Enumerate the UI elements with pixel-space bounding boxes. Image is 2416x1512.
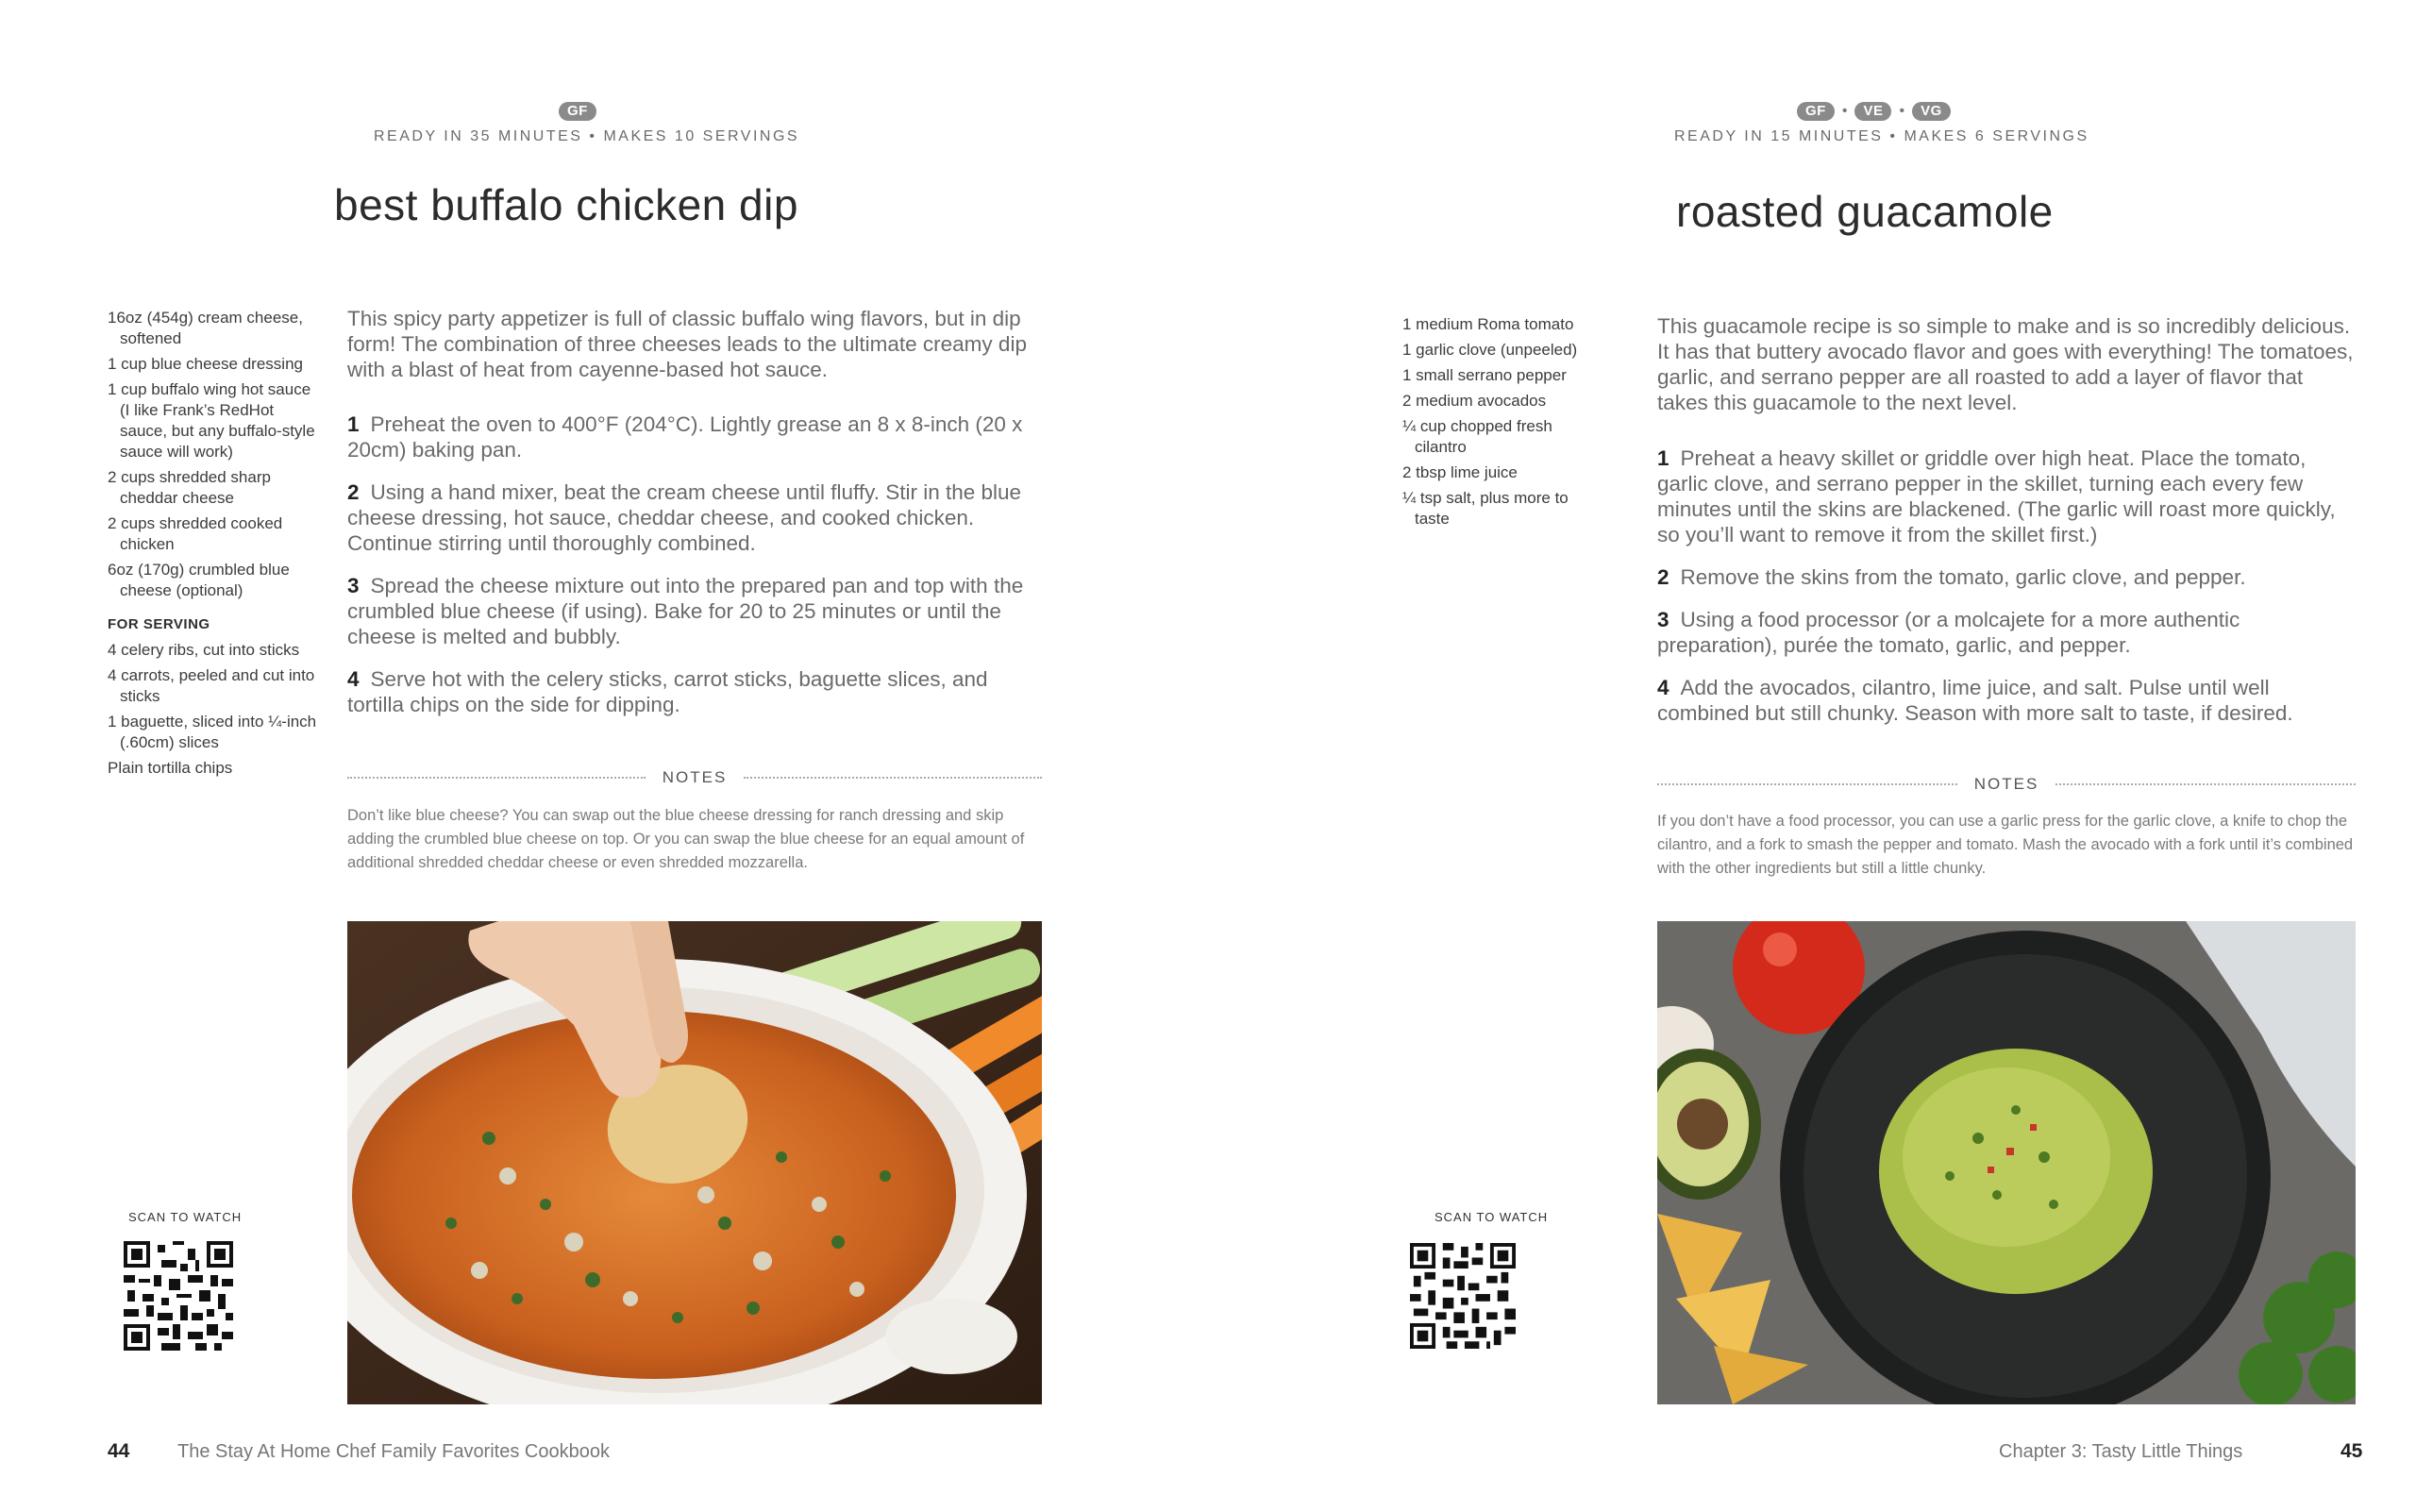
dotted-rule	[2055, 783, 2356, 785]
ingredient-item: 1 cup blue cheese dressing	[108, 355, 303, 373]
step-list	[347, 412, 1044, 734]
diet-badges	[559, 102, 596, 121]
step-list	[1657, 445, 2356, 743]
step-text: Remove the skins from the tomato, garlic clove, and pepper.	[1680, 565, 2246, 589]
step-text: Add the avocados, cilantro, lime juice, and salt. Pulse until well combined but still chunky. Season with more salt to taste, if desired.	[1657, 676, 2293, 725]
step-number: 1	[347, 412, 360, 436]
step-number: 3	[1657, 608, 1669, 631]
running-head: The Stay At Home Chef Family Favorites Cookbook	[177, 1441, 610, 1462]
ingredient-list	[1402, 314, 1601, 534]
step-text: Preheat the oven to 400°F (204°C). Lightly grease an 8 x 8-inch (20 x 20cm) baking pan.	[347, 412, 1023, 462]
recipe-title: roasted guacamole	[1676, 187, 2054, 236]
ingredient-item: 2 cups shredded cooked chicken	[108, 514, 283, 553]
step-number: 2	[1657, 565, 1669, 589]
right-page	[1208, 0, 2416, 1512]
ingredient-item: 2 tbsp lime juice	[1402, 463, 1518, 481]
step-item	[347, 479, 1044, 556]
notes-text: If you don’t have a food processor, you can use a garlic press for the garlic clove, a knife to chop the cilantro, and a fork to smash the pepper and tomato. Mash the avocado with a fork until it’s combined with the other ingredients but still a little chunky.	[1657, 813, 2354, 877]
ingredient-list	[108, 308, 325, 783]
dotted-rule	[1657, 783, 1957, 785]
ve-badge: VE	[1854, 102, 1891, 121]
ingredient-item: 1 medium Roma tomato	[1402, 315, 1574, 333]
ingredient-item: 1 cup buffalo wing hot sauce (I like Frank’s RedHot sauce, but any buffalo-style sauce will work)	[108, 380, 315, 461]
recipe-meta: READY IN 35 MINUTES • MAKES 10 SERVINGS	[374, 128, 800, 144]
notes-divider	[1657, 775, 2356, 794]
gf-badge: GF	[559, 102, 596, 121]
for-serving-heading: FOR SERVING	[108, 616, 210, 632]
step-item	[347, 666, 1044, 717]
notes-heading: NOTES	[662, 768, 728, 786]
ingredient-item: 2 medium avocados	[1402, 392, 1547, 410]
dotted-rule	[744, 777, 1042, 779]
guacamole-photo	[1657, 921, 2356, 1404]
ingredient-item: 1 small serrano pepper	[1402, 366, 1567, 384]
step-number: 1	[1657, 446, 1669, 470]
recipe-intro: This spicy party appetizer is full of classic buffalo wing flavors, but in dip form! The combination of three cheeses leads to the ultimate creamy dip with a blast of heat from cayenne-based hot sauce.	[347, 307, 1027, 381]
ingredient-item: 16oz (454g) cream cheese, softened	[108, 309, 303, 347]
diet-badges	[1797, 102, 1951, 121]
ingredient-item: ¼ tsp salt, plus more to taste	[1402, 489, 1569, 528]
dotted-rule	[347, 777, 646, 779]
step-number: 4	[347, 667, 360, 691]
step-item	[1657, 607, 2356, 658]
serving-item: 1 baguette, sliced into ¼-inch (.60cm) slices	[108, 713, 317, 751]
step-text: Using a hand mixer, beat the cream cheese until fluffy. Stir in the blue cheese dressing, hot sauce, cheddar cheese, and cooked chicken. Continue stirring until thoroughly combined.	[347, 480, 1022, 555]
step-item	[1657, 675, 2356, 726]
recipe-title: best buffalo chicken dip	[334, 180, 798, 229]
buffalo-dip-photo	[347, 921, 1042, 1404]
gf-badge: GF	[1797, 102, 1835, 121]
step-text: Serve hot with the celery sticks, carrot sticks, baguette slices, and tortilla chips on the side for dipping.	[347, 667, 988, 716]
separator-dot: •	[1841, 103, 1848, 119]
notes-divider	[347, 768, 1042, 787]
notes-text: Don’t like blue cheese? You can swap out the blue cheese dressing for ranch dressing and skip adding the crumbled blue cheese on top. Or you can swap the blue cheese for an equal amount of additional shredded cheddar cheese or even shredded mozzarella.	[347, 807, 1025, 871]
running-head: Chapter 3: Tasty Little Things	[1999, 1441, 2243, 1462]
ingredient-item: ¼ cup chopped fresh cilantro	[1402, 417, 1552, 456]
step-text: Spread the cheese mixture out into the prepared pan and top with the crumbled blue cheese (if using). Bake for 20 to 25 minutes or until the cheese is melted and bubbly.	[347, 574, 1024, 648]
step-item	[1657, 445, 2356, 547]
step-item	[347, 412, 1044, 462]
notes-heading: NOTES	[1973, 775, 2039, 793]
step-item	[347, 573, 1044, 649]
step-number: 2	[347, 480, 360, 504]
scan-to-watch-label: SCAN TO WATCH	[1434, 1210, 1549, 1224]
step-text: Preheat a heavy skillet or griddle over high heat. Place the tomato, garlic clove, and serrano pepper in the skillet, turning each every few minutes until the skins are blackened. (The garlic will roast more quickly, so you’ll want to remove it from the skillet first.)	[1657, 446, 2336, 546]
serving-item: 4 carrots, peeled and cut into sticks	[108, 666, 315, 705]
recipe-meta: READY IN 15 MINUTES • MAKES 6 SERVINGS	[1674, 128, 2089, 144]
step-text: Using a food processor (or a molcajete for a more authentic preparation), purée the tomato, garlic, and pepper.	[1657, 608, 2240, 657]
step-item	[1657, 564, 2356, 590]
step-number: 4	[1657, 676, 1669, 699]
recipe-intro: This guacamole recipe is so simple to make and is so incredibly delicious. It has that buttery avocado flavor and goes with everything! The tomatoes, garlic, and serrano pepper are all roasted to add a layer of flavor that takes this guacamole to the next level.	[1657, 314, 2354, 414]
serving-item: 4 celery ribs, cut into sticks	[108, 641, 300, 659]
serving-item: Plain tortilla chips	[108, 759, 233, 777]
page-number: 44	[108, 1440, 130, 1462]
separator-dot: •	[1899, 103, 1905, 119]
vg-badge: VG	[1912, 102, 1951, 121]
qr-code-icon[interactable]	[1410, 1243, 1516, 1349]
scan-to-watch-label: SCAN TO WATCH	[128, 1210, 243, 1224]
ingredient-item: 1 garlic clove (unpeeled)	[1402, 341, 1578, 359]
page-number: 45	[2340, 1440, 2363, 1462]
qr-code-icon[interactable]	[124, 1241, 233, 1351]
ingredient-item: 2 cups shredded sharp cheddar cheese	[108, 468, 271, 507]
ingredient-item: 6oz (170g) crumbled blue cheese (optional)	[108, 561, 290, 599]
step-number: 3	[347, 574, 360, 597]
